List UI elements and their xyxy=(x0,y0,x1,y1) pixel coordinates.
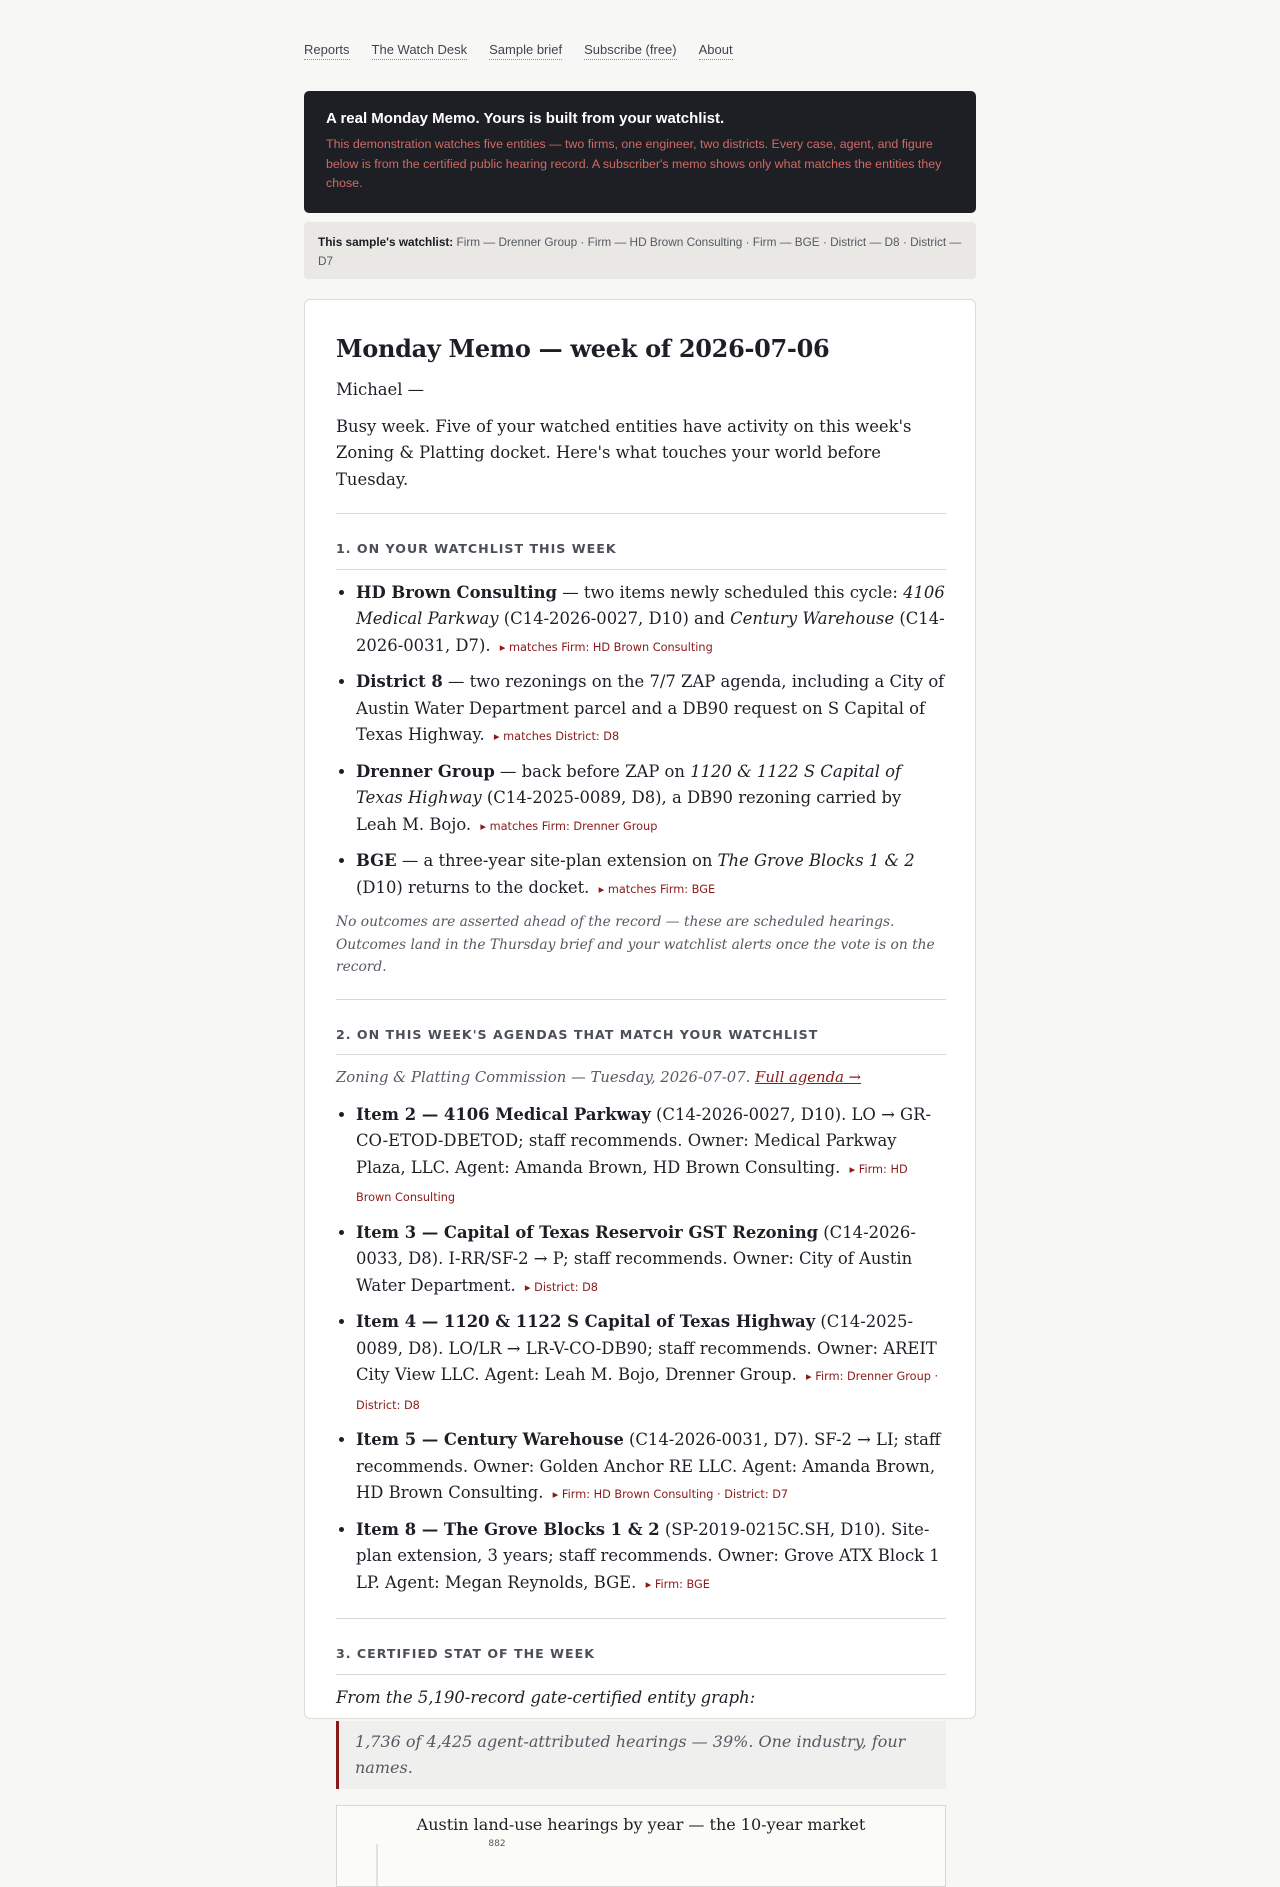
agenda-item-title: Item 4 — 1120 & 1122 S Capital of Texas Highway xyxy=(356,1312,816,1331)
divider xyxy=(336,1618,946,1619)
item-text: — two rezonings on the 7/7 ZAP agenda, including a City of Austin Water Department parcel and a DB90 request on S Capital of Texas Highway. xyxy=(356,672,945,744)
nav-link-watch-desk[interactable]: The Watch Desk xyxy=(372,42,468,60)
match-tag: ▸ matches Firm: HD Brown Consulting xyxy=(499,640,713,654)
entity-name: Drenner Group xyxy=(356,761,495,781)
match-tag: ▸ Firm: BGE xyxy=(645,1577,710,1591)
full-agenda-link[interactable]: Full agenda → xyxy=(755,1069,861,1086)
agenda-item-text: (C14-2026-0027, D10). LO → GR-CO-ETOD-DBETOD; staff recommends. Owner: Medical Parkway Plaza, LLC. Agent: Amanda Brown, HD Brown Consulting. xyxy=(356,1104,931,1177)
item-text: (C14-2026-0027, D10) and xyxy=(498,609,731,628)
list-item xyxy=(356,669,946,751)
list-item xyxy=(356,1102,946,1212)
entity-name: District 8 xyxy=(356,672,443,691)
top-nav xyxy=(304,42,733,60)
entity-name: BGE xyxy=(356,851,397,870)
watchlist-box xyxy=(304,222,976,279)
memo-title: Monday Memo — week of 2026-07-06 xyxy=(336,334,830,363)
stat-quote: 1,736 of 4,425 agent-attributed hearings — 39%. One industry, four names. xyxy=(336,1721,946,1789)
case-name: 1120 & 1122 S Capital of Texas Highway xyxy=(356,761,902,807)
section-2-heading: 2. ON THIS WEEK'S AGENDAS THAT MATCH YOUR WATCHLIST xyxy=(336,1022,946,1056)
memo-greeting: Michael — xyxy=(336,380,425,399)
match-tag: ▸ matches Firm: BGE xyxy=(598,882,716,896)
case-name: 4106 Medical Parkway xyxy=(356,582,945,628)
list-item xyxy=(356,1517,946,1599)
match-tag: ▸ matches Firm: Drenner Group xyxy=(480,819,658,833)
item-text: (D10) returns to the docket. xyxy=(356,877,590,897)
agenda-item-title: Item 3 — Capital of Texas Reservoir GST Rezoning xyxy=(356,1222,819,1242)
item-text: — two items newly scheduled this cycle: xyxy=(557,582,904,602)
agenda-item-text: (C14-2026-0031, D7). SF-2 → LI; staff recommends. Owner: Golden Anchor RE LLC. Agent: Amanda Brown, HD Brown Consulting. xyxy=(356,1430,941,1502)
match-tag: ▸ Firm: HD Brown Consulting xyxy=(356,1162,908,1204)
agenda-item-text: (C14-2026-0033, D8). I-RR/SF-2 → P; staff recommends. Owner: City of Austin Water Department. xyxy=(356,1222,916,1295)
banner-body: This demonstration watches five entities — two firms, one engineer, two districts. Every case, agent, and figure below is from the certified public hearing record. A subscriber's memo shows only what matches the entities they chose. xyxy=(326,137,942,190)
stat-intro: From the 5,190-record gate-certified entity graph: xyxy=(336,1687,756,1707)
nav-link-sample-brief[interactable]: Sample brief xyxy=(489,42,562,60)
list-item xyxy=(356,1427,946,1509)
agenda-item-title: Item 8 — The Grove Blocks 1 & 2 xyxy=(356,1519,660,1539)
section-3-heading: 3. CERTIFIED STAT OF THE WEEK xyxy=(336,1641,946,1675)
list-item xyxy=(356,759,946,841)
demo-banner xyxy=(304,91,976,213)
hearings-chart xyxy=(336,1805,946,1887)
memo-card xyxy=(304,299,976,1849)
chart-title: Austin land-use hearings by year — the 10-year market xyxy=(416,1815,866,1834)
entity-name: HD Brown Consulting xyxy=(356,582,558,602)
item-text: (C14-2025-0089, D8), a DB90 rezoning carried by Leah M. Bojo. xyxy=(356,788,902,834)
divider xyxy=(336,513,946,514)
hearings-chart-svg xyxy=(337,1806,945,1886)
watchlist-items: Firm — Drenner Group · Firm — HD Brown Consulting · Firm — BGE · District — D8 · District — D7 xyxy=(318,235,962,268)
agenda-items-list xyxy=(336,1102,946,1599)
nav-link-reports[interactable]: Reports xyxy=(304,42,350,60)
section-1-heading: 1. ON YOUR WATCHLIST THIS WEEK xyxy=(336,536,946,570)
item-text: — a three-year site-plan extension on xyxy=(396,851,718,870)
memo-intro: Busy week. Five of your watched entities have activity on this week's Zoning & Platting docket. Here's what touches your world before Tuesday. xyxy=(336,416,912,489)
banner-title: A real Monday Memo. Yours is built from your watchlist. xyxy=(326,110,725,127)
watchlist-label: This sample's watchlist: xyxy=(318,235,454,249)
list-item xyxy=(356,1220,946,1302)
nav-link-about[interactable]: About xyxy=(699,42,733,60)
match-tag: ▸ District: D8 xyxy=(524,1280,598,1294)
list-item xyxy=(356,1309,946,1419)
match-tag: ▸ Firm: Drenner Group · District: D8 xyxy=(356,1370,939,1412)
agenda-item-title: Item 5 — Century Warehouse xyxy=(356,1430,624,1449)
agenda-intro-text: Zoning & Platting Commission — Tuesday, 2026-07-07. xyxy=(336,1069,751,1086)
list-item xyxy=(356,848,946,903)
memo-content xyxy=(336,334,946,1887)
item-text: — back before ZAP on xyxy=(494,761,691,781)
nav-link-subscribe[interactable]: Subscribe (free) xyxy=(584,42,676,60)
section-1-note: No outcomes are asserted ahead of the record — these are scheduled hearings. Outcomes land in the Thursday brief and your watchlist alerts once the vote is on the record. xyxy=(336,914,935,975)
agenda-item-text: (SP-2019-0215C.SH, D10). Site-plan extension, 3 years; staff recommends. Owner: Grove ATX Block 1 LP. Agent: Megan Reynolds, BGE. xyxy=(356,1519,940,1592)
agenda-intro xyxy=(336,1065,946,1092)
list-item xyxy=(356,580,946,662)
agenda-item-text: (C14-2025-0089, D8). LO/LR → LR-V-CO-DB90; staff recommends. Owner: AREIT City View LLC. Agent: Leah M. Bojo, Drenner Group. xyxy=(356,1312,937,1384)
match-tag: ▸ Firm: HD Brown Consulting · District: D7 xyxy=(552,1488,789,1501)
divider xyxy=(336,999,946,1000)
case-name: The Grove Blocks 1 & 2 xyxy=(717,851,915,870)
chart-data-label: 882 xyxy=(488,1839,506,1849)
agenda-item-title: Item 2 — 4106 Medical Parkway xyxy=(356,1104,651,1124)
match-tag: ▸ matches District: D8 xyxy=(493,730,620,743)
watchlist-activity-list xyxy=(336,580,946,904)
case-name: Century Warehouse xyxy=(730,609,895,628)
item-text: (C14-2026-0031, D7). xyxy=(356,609,945,655)
